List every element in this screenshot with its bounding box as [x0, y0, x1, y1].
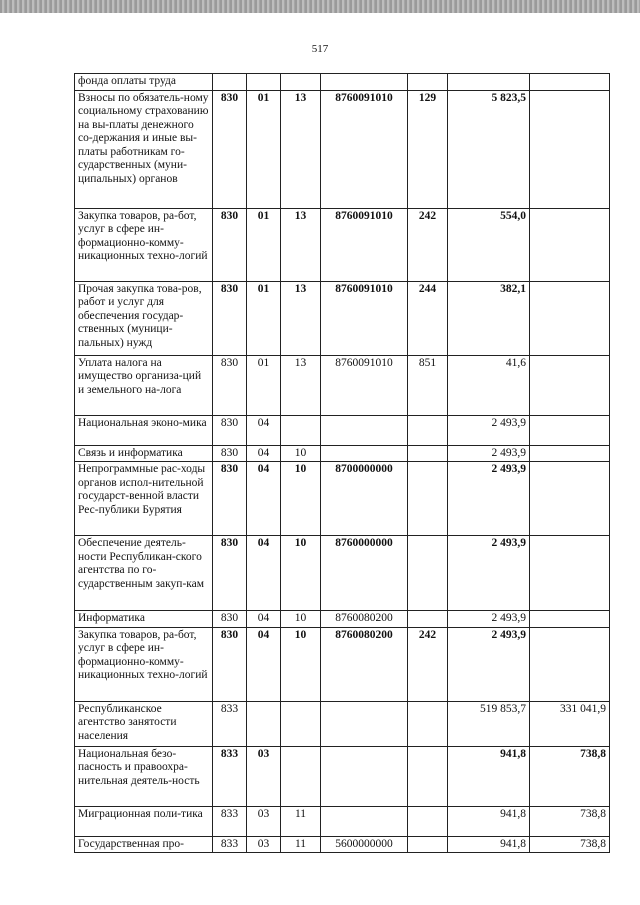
cell-section: 04	[247, 536, 281, 611]
cell-name: Информатика	[75, 611, 213, 628]
cell-amount: 941,8	[448, 806, 530, 836]
table-row	[75, 445, 610, 462]
cell-target-article	[321, 746, 408, 806]
cell-target-article: 8760091010	[321, 208, 408, 281]
cell-name: Непрограммные рас-ходы органов испол-нительной государст-венной власти Рес-публики Бурятия	[75, 462, 213, 536]
cell-amount: 519 853,7	[448, 701, 530, 746]
cell-grbs	[213, 74, 247, 91]
cell-target-article: 8700000000	[321, 462, 408, 536]
cell-section: 04	[247, 462, 281, 536]
cell-subsection: 11	[281, 836, 321, 853]
cell-amount: 41,6	[448, 355, 530, 415]
table-row	[75, 281, 610, 355]
cell-name: Миграционная поли-тика	[75, 806, 213, 836]
table-row	[75, 536, 610, 611]
cell-amount-subvention	[530, 611, 610, 628]
cell-name: Государственная про-	[75, 836, 213, 853]
cell-grbs: 830	[213, 445, 247, 462]
cell-expense-type	[408, 611, 448, 628]
cell-expense-type	[408, 536, 448, 611]
cell-expense-type	[408, 415, 448, 445]
cell-amount-subvention	[530, 281, 610, 355]
cell-section: 03	[247, 746, 281, 806]
cell-target-article: 8760091010	[321, 90, 408, 208]
cell-subsection	[281, 701, 321, 746]
cell-name: Национальная эконо-мика	[75, 415, 213, 445]
cell-name: Обеспечение деятель-ности Республикан-ского агентства по го-сударственным закуп-кам	[75, 536, 213, 611]
cell-name: Закупка товаров, ра-бот, услуг в сфере ин-формационно-комму-никационных техно-логий	[75, 627, 213, 701]
cell-grbs: 833	[213, 836, 247, 853]
cell-grbs: 830	[213, 611, 247, 628]
cell-amount-subvention	[530, 415, 610, 445]
cell-section: 01	[247, 355, 281, 415]
table-row	[75, 627, 610, 701]
cell-amount: 5 823,5	[448, 90, 530, 208]
table-row	[75, 836, 610, 853]
cell-grbs: 830	[213, 536, 247, 611]
table-row	[75, 74, 610, 91]
cell-amount-subvention	[530, 208, 610, 281]
table-row	[75, 701, 610, 746]
cell-grbs: 830	[213, 90, 247, 208]
cell-subsection	[281, 746, 321, 806]
cell-grbs: 833	[213, 746, 247, 806]
cell-name: Взносы по обязатель-ному социальному страхованию на вы-платы денежного со-держания и иные вы-платы работникам го-сударственных (муни-ципальных) органов	[75, 90, 213, 208]
budget-table	[74, 73, 610, 853]
cell-subsection: 11	[281, 806, 321, 836]
table-row	[75, 746, 610, 806]
cell-grbs: 833	[213, 701, 247, 746]
cell-amount: 941,8	[448, 746, 530, 806]
cell-target-article: 8760080200	[321, 627, 408, 701]
cell-amount: 2 493,9	[448, 415, 530, 445]
cell-section: 04	[247, 611, 281, 628]
cell-amount-subvention	[530, 355, 610, 415]
table-row	[75, 415, 610, 445]
cell-subsection: 13	[281, 355, 321, 415]
cell-expense-type: 129	[408, 90, 448, 208]
cell-section: 03	[247, 836, 281, 853]
cell-expense-type: 851	[408, 355, 448, 415]
cell-expense-type	[408, 836, 448, 853]
cell-amount: 2 493,9	[448, 627, 530, 701]
cell-amount-subvention	[530, 536, 610, 611]
cell-subsection: 13	[281, 90, 321, 208]
cell-target-article: 8760091010	[321, 281, 408, 355]
cell-subsection: 10	[281, 627, 321, 701]
cell-subsection: 13	[281, 281, 321, 355]
cell-expense-type	[408, 445, 448, 462]
cell-amount: 2 493,9	[448, 445, 530, 462]
cell-target-article	[321, 806, 408, 836]
cell-amount-subvention: 738,8	[530, 836, 610, 853]
cell-amount-subvention	[530, 445, 610, 462]
cell-amount: 382,1	[448, 281, 530, 355]
cell-target-article	[321, 701, 408, 746]
cell-target-article	[321, 415, 408, 445]
cell-subsection	[281, 74, 321, 91]
cell-amount: 2 493,9	[448, 536, 530, 611]
cell-expense-type: 242	[408, 208, 448, 281]
cell-expense-type	[408, 746, 448, 806]
cell-section: 04	[247, 445, 281, 462]
cell-amount: 2 493,9	[448, 462, 530, 536]
cell-subsection: 10	[281, 611, 321, 628]
cell-expense-type	[408, 74, 448, 91]
cell-amount	[448, 74, 530, 91]
cell-grbs: 830	[213, 415, 247, 445]
cell-grbs: 830	[213, 281, 247, 355]
cell-section: 04	[247, 627, 281, 701]
cell-name: Прочая закупка това-ров, работ и услуг для обеспечения государ-ственных (муници-пальных) нужд	[75, 281, 213, 355]
scan-edge-artifact	[0, 0, 640, 13]
cell-section	[247, 701, 281, 746]
cell-name: Республиканское агентство занятости населения	[75, 701, 213, 746]
table-row	[75, 90, 610, 208]
cell-target-article: 8760091010	[321, 355, 408, 415]
cell-amount: 554,0	[448, 208, 530, 281]
cell-name: Связь и информатика	[75, 445, 213, 462]
cell-subsection: 10	[281, 462, 321, 536]
table-row	[75, 611, 610, 628]
cell-grbs: 830	[213, 627, 247, 701]
cell-grbs: 833	[213, 806, 247, 836]
cell-target-article: 8760000000	[321, 536, 408, 611]
cell-expense-type	[408, 806, 448, 836]
cell-target-article: 8760080200	[321, 611, 408, 628]
cell-grbs: 830	[213, 355, 247, 415]
cell-target-article: 5600000000	[321, 836, 408, 853]
cell-section: 03	[247, 806, 281, 836]
cell-amount-subvention	[530, 462, 610, 536]
cell-name: Уплата налога на имущество организа-ций и земельного на-лога	[75, 355, 213, 415]
cell-expense-type: 242	[408, 627, 448, 701]
cell-amount: 941,8	[448, 836, 530, 853]
cell-subsection	[281, 415, 321, 445]
cell-subsection: 10	[281, 445, 321, 462]
cell-name: Национальная безо-пасность и правоохра-нительная деятель-ность	[75, 746, 213, 806]
cell-amount-subvention: 738,8	[530, 806, 610, 836]
cell-amount-subvention: 331 041,9	[530, 701, 610, 746]
cell-amount-subvention: 738,8	[530, 746, 610, 806]
cell-section: 01	[247, 208, 281, 281]
cell-target-article	[321, 445, 408, 462]
cell-section: 01	[247, 281, 281, 355]
cell-section: 01	[247, 90, 281, 208]
cell-target-article	[321, 74, 408, 91]
table-row	[75, 355, 610, 415]
page-number: 517	[311, 43, 329, 55]
cell-section: 04	[247, 415, 281, 445]
cell-grbs: 830	[213, 462, 247, 536]
cell-name: фонда оплаты труда	[75, 74, 213, 91]
table-row	[75, 462, 610, 536]
cell-subsection: 13	[281, 208, 321, 281]
cell-amount-subvention	[530, 627, 610, 701]
cell-name: Закупка товаров, ра-бот, услуг в сфере ин-формационно-комму-никационных техно-логий	[75, 208, 213, 281]
cell-amount-subvention	[530, 74, 610, 91]
cell-grbs: 830	[213, 208, 247, 281]
cell-amount-subvention	[530, 90, 610, 208]
cell-subsection: 10	[281, 536, 321, 611]
cell-section	[247, 74, 281, 91]
table-row	[75, 806, 610, 836]
cell-amount: 2 493,9	[448, 611, 530, 628]
cell-expense-type: 244	[408, 281, 448, 355]
cell-expense-type	[408, 701, 448, 746]
table-row	[75, 208, 610, 281]
cell-expense-type	[408, 462, 448, 536]
